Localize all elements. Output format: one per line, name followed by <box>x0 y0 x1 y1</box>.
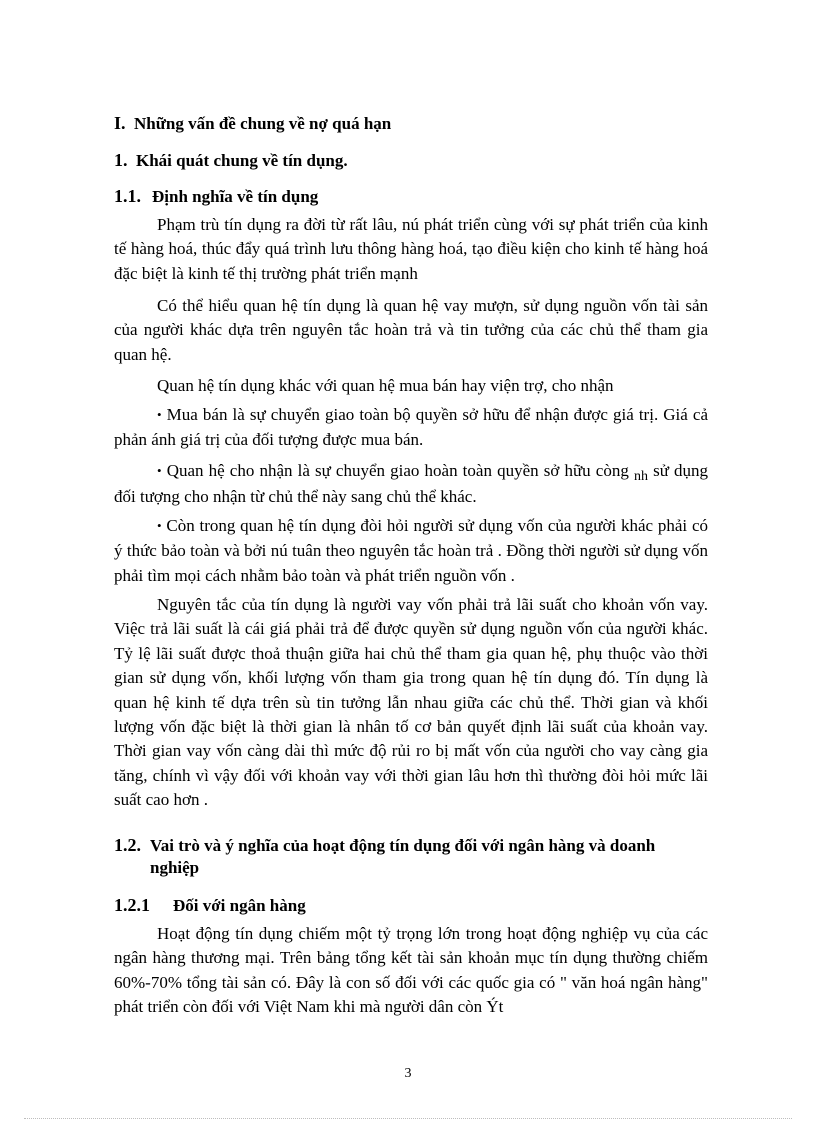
page-number: 3 <box>404 1066 412 1081</box>
paragraph-credit-comparison: Quan hệ tín dụng khác với quan hệ mua bán hay viện trợ, cho nhận <box>157 376 614 395</box>
paragraph-credit-definition: Có thể hiểu quan hệ tín dụng là quan hệ vay mượn, sử dụng nguồn vốn tài sản của người khác dựa trên nguyên tắc hoàn trả và tin tưởng của các chủ thể tham gia quan hệ. <box>114 296 708 364</box>
heading-text: Những vấn đề chung về nợ quá hạn <box>134 114 392 133</box>
heading-number: 1.2. <box>114 835 141 855</box>
heading-number: 1. <box>114 150 128 170</box>
heading-number: 1.2.1 <box>114 895 150 915</box>
bullet-dot-icon: • <box>157 407 162 422</box>
bullet-text-continued: sử dụng đối tượng cho nhận từ chủ thể này sang chủ thể khác. <box>114 461 709 507</box>
bullet-dot-icon: • <box>157 518 162 533</box>
bullet-subscript: nh <box>633 469 648 484</box>
heading-text: Định nghĩa về tín dụng <box>152 187 319 206</box>
bullet-dot-icon: • <box>157 463 162 478</box>
heading-text: Vai trò và ý nghĩa của hoạt động tín dụng đối với ngân hàng và doanh <box>150 836 656 855</box>
heading-section-1-2-continued: nghiệp <box>150 858 200 877</box>
heading-number: 1.1. <box>114 186 141 206</box>
bullet-text: Còn trong quan hệ tín dụng đòi hỏi người sử dụng vốn của người khác phải có ý thức bảo toàn và bởi nú tuân theo nguyên tắc hoàn trả . Đồng thời người sử dụng vốn phải tìm mọi cách nhằm bảo toàn và phát triển nguồn vốn . <box>114 516 708 585</box>
page-footer-divider <box>24 1118 792 1119</box>
bullet-text: Mua bán là sự chuyển giao toàn bộ quyền sở hữu để nhận được giá trị. Giá cả phản ánh giá trị của đối tượng được mua bán. <box>114 405 709 450</box>
bullet-item-gift <box>114 459 708 510</box>
heading-text: Đối với ngân hàng <box>173 896 306 915</box>
paragraph-credit-origin: Phạm trù tín dụng ra đời từ rất lâu, nú phát triển cùng với sự phát triển của kinh tế hàng hoá, thúc đẩy quá trình lưu thông hàng hoá, tạo điều kiện cho kinh tế hàng hoá đặc biệt là kinh tế thị trường phát triển mạnh <box>114 215 708 283</box>
heading-text: Khái quát chung về tín dụng. <box>136 151 348 170</box>
heading-section-i <box>114 113 391 134</box>
heading-section-1-2 <box>114 835 655 856</box>
heading-number: I. <box>114 113 126 133</box>
heading-section-1-1 <box>114 186 318 207</box>
bullet-item-purchase <box>114 403 708 453</box>
heading-section-1-2-1 <box>114 895 306 916</box>
bullet-text: Quan hệ cho nhận là sự chuyển giao hoàn toàn quyền sở hữu còng <box>166 461 629 480</box>
paragraph-credit-principle: Nguyên tắc của tín dụng là người vay vốn phải trả lãi suất cho khoản vốn vay. Việc trả lãi suất là cái giá phải trả để được quyền sử dụng nguồn vốn của người khác. Tỷ lệ lãi suất được thoả thuận giữa hai chủ thể tham gia quan hệ, phụ thuộc vào thời gian sử dụng vốn, khối lượng vốn tham gia trong quan hệ tín dụng đó. Tín dụng là quan hệ kinh tế dựa trên sù tin tưởng lẫn nhau giữa các chủ thể. Thời gian và khối lượng vốn đặc biệt là thời gian là nhân tố cơ bản quyết định lãi suất của khoản vay. Thời gian vay vốn càng dài thì mức độ rủi ro bị mất vốn của người cho vay càng gia tăng, chính vì vậy đối với khoản vay với thời gian lâu hơn thì thường đòi hỏi mức lãi suất cao hơn . <box>114 595 708 810</box>
paragraph-bank-role: Hoạt động tín dụng chiếm một tỷ trọng lớn trong hoạt động nghiệp vụ của các ngân hàng thương mại. Trên bảng tổng kết tài sản khoản mục tín dụng thường chiếm 60%-70% tổng tài sản có. Đây là con số đối với các quốc gia có " văn hoá ngân hàng" phát triển còn đối với Việt Nam khi mà người dân còn Ýt <box>114 924 708 1017</box>
bullet-item-credit <box>114 514 708 588</box>
heading-section-1 <box>114 150 348 171</box>
